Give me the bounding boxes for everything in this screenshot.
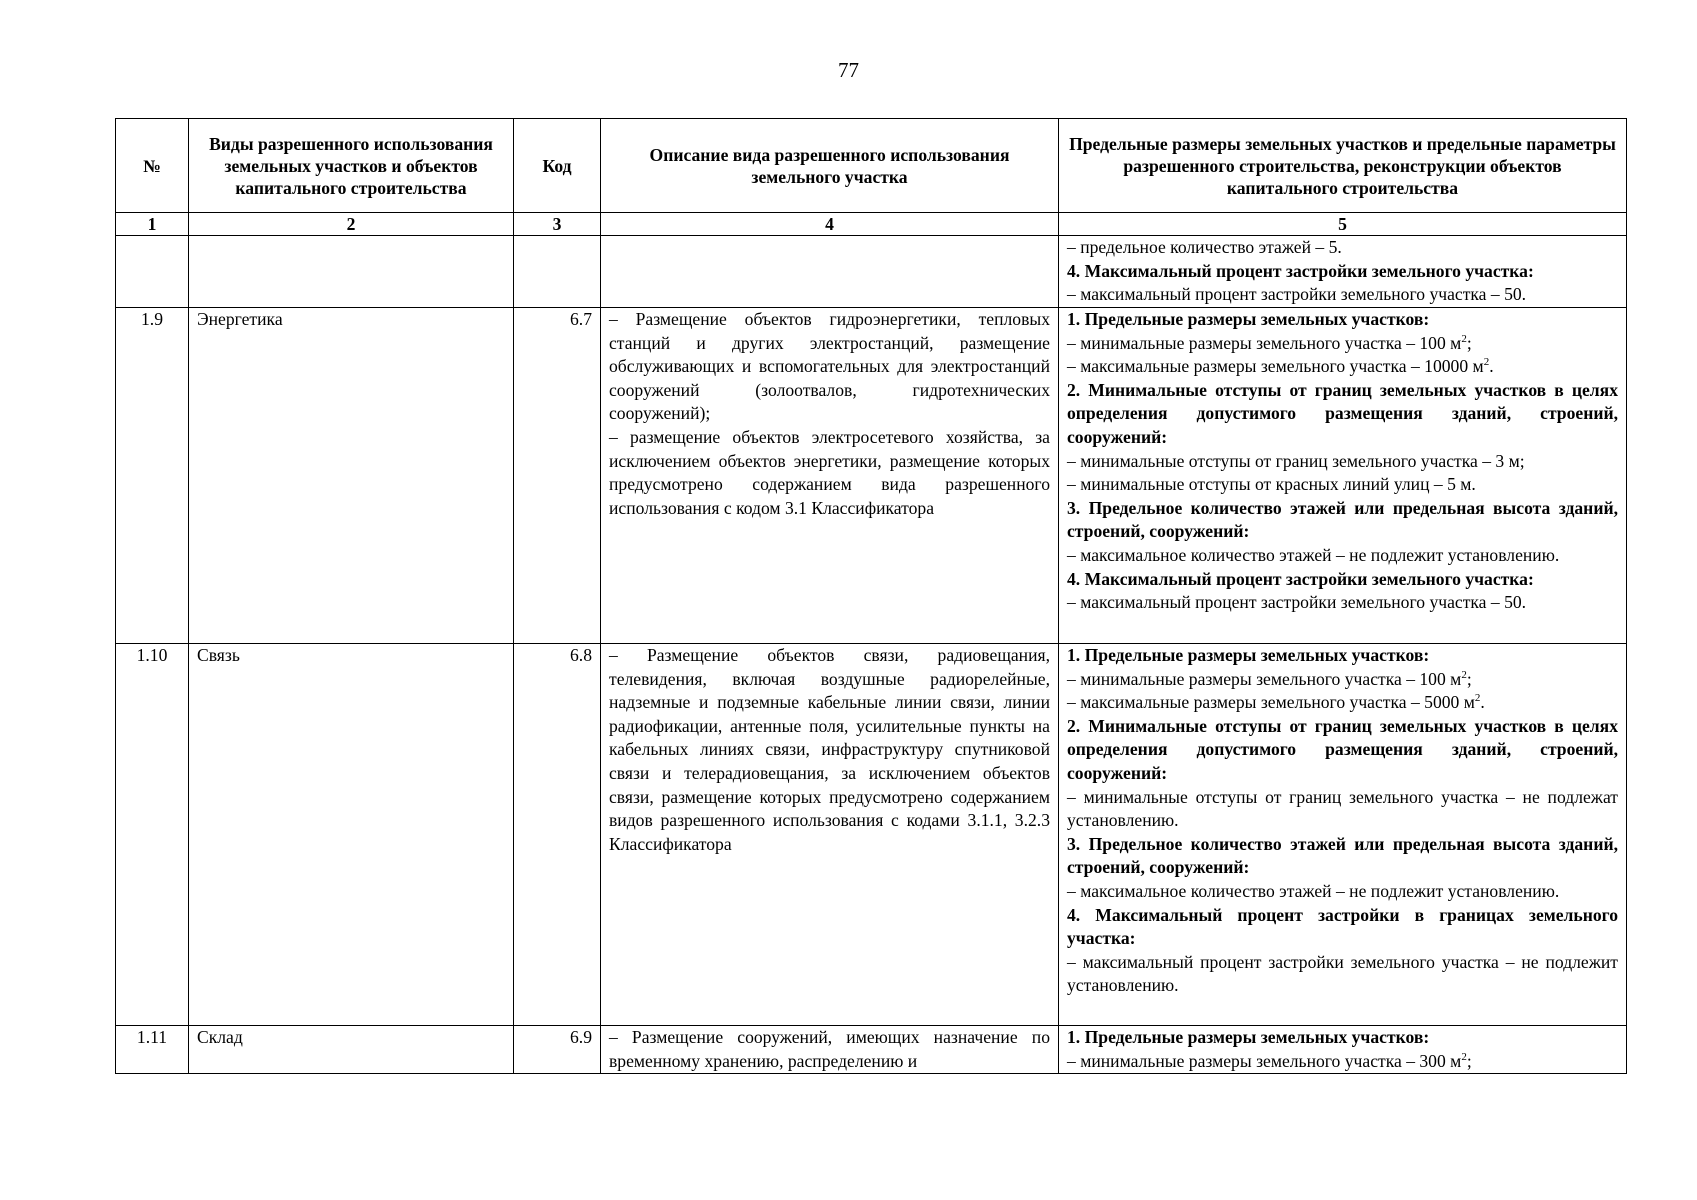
parameter-heading: 3. Предельное количество этажей или предельная высота зданий, строений, сооружений: bbox=[1067, 497, 1618, 542]
parameter-heading: 4. Максимальный процент застройки в границах земельного участка: bbox=[1067, 904, 1618, 949]
parameter-heading: 1. Предельные размеры земельных участков: bbox=[1067, 1027, 1430, 1047]
parameter-heading: 1. Предельные размеры земельных участков: bbox=[1067, 309, 1430, 329]
parameter-line: – максимальное количество этажей – не подлежит установлению. bbox=[1067, 544, 1560, 565]
column-number: 1 bbox=[116, 213, 189, 236]
parameter-line: – максимальное количество этажей – не подлежит установлению. bbox=[1067, 880, 1560, 901]
parameters-cell bbox=[1059, 1026, 1627, 1074]
header-description: Описание вида разрешенного использования земельного участка bbox=[601, 119, 1059, 213]
use-type-name: Склад bbox=[189, 1026, 514, 1074]
parameter-line: – максимальные размеры земельного участка – 5000 $м^2$. bbox=[1067, 692, 1485, 713]
parameter-heading: 2. Минимальные отступы от границ земельных участков в целях определения допустимого размещения зданий, строений, сооружений: bbox=[1067, 379, 1618, 447]
parameter-heading: 4. Максимальный процент застройки земельного участка: bbox=[1067, 568, 1534, 589]
parameters-cell bbox=[1059, 644, 1627, 1026]
row-number: 1.9 bbox=[116, 308, 189, 644]
column-number: 3 bbox=[514, 213, 601, 236]
parameter-line: – минимальные отступы от границ земельного участка – 3 м; bbox=[1067, 450, 1525, 471]
column-number: 5 bbox=[1059, 213, 1627, 236]
table-header-row bbox=[116, 119, 1627, 213]
description-paragraph: – Размещение сооружений, имеющих назначение по временному хранению, распределению и bbox=[609, 1027, 1050, 1071]
column-number: 4 bbox=[601, 213, 1059, 236]
use-code: 6.9 bbox=[514, 1026, 601, 1074]
description-paragraph: – Размещение объектов гидроэнергетики, тепловых станций и других электростанций, размещение обслуживающих и вспомогательных для электростанций сооружений (золоотвалов, гидротехнических сооружений); bbox=[609, 309, 1050, 424]
description-cell bbox=[601, 1026, 1059, 1074]
row-number: 1.11 bbox=[116, 1026, 189, 1074]
description-paragraph: – Размещение объектов связи, радиовещания, телевидения, включая воздушные радиорелейные, надземные и подземные кабельные линии связи, линии радиофикации, антенные поля, усилительные пункты на кабельных линиях связи, инфраструктуру спутниковой связи и телерадиовещания, за исключением объектов связи, размещение которых предусмотрено содержанием видов разрешенного использования с кодами 3.1.1, 3.2.3 Классификатора bbox=[609, 645, 1050, 854]
table-row bbox=[116, 1026, 1627, 1074]
parameter-line: – максимальный процент застройки земельного участка – 50. bbox=[1067, 592, 1527, 613]
parameters-cell bbox=[1059, 308, 1627, 644]
parameter-line: – минимальные отступы от красных линий улиц – 5 м. bbox=[1067, 474, 1476, 495]
parameter-heading: 1. Предельные размеры земельных участков: bbox=[1067, 645, 1430, 665]
parameter-line: – максимальный процент застройки земельного участка – 50. bbox=[1067, 284, 1527, 305]
description-paragraph: – размещение объектов электросетевого хозяйства, за исключением объектов энергетики, размещение которых предусмотрено содержанием вида разрешенного использования с кодом 3.1 Классификатора bbox=[609, 426, 1050, 518]
description-cell bbox=[601, 644, 1059, 1026]
use-code: 6.8 bbox=[514, 644, 601, 1026]
use-type-name: Связь bbox=[189, 644, 514, 1026]
parameter-line: – максимальный процент застройки земельного участка – не подлежит установлению. bbox=[1067, 951, 1618, 996]
parameter-heading: 3. Предельное количество этажей или предельная высота зданий, строений, сооружений: bbox=[1067, 833, 1618, 878]
header-number: № bbox=[116, 119, 189, 213]
page-number: 77 bbox=[838, 58, 859, 82]
parameter-line: – максимальные размеры земельного участка – 10000 $м^2$. bbox=[1067, 356, 1494, 377]
parameter-line: – минимальные размеры земельного участка – 300 $м^2$; bbox=[1067, 1050, 1472, 1071]
table-row-continuation bbox=[116, 236, 1627, 308]
header-parameters: Предельные размеры земельных участков и предельные параметры разрешенного строительства, реконструкции объектов капитального строительства bbox=[1059, 119, 1627, 213]
column-number: 2 bbox=[189, 213, 514, 236]
use-type-name: Энергетика bbox=[189, 308, 514, 644]
parameter-line: – минимальные отступы от границ земельного участка – не подлежат установлению. bbox=[1067, 786, 1618, 831]
description-cell bbox=[601, 308, 1059, 644]
parameters-cell bbox=[1059, 236, 1627, 308]
parameter-heading: 4. Максимальный процент застройки земельного участка: bbox=[1067, 260, 1534, 281]
table-row bbox=[116, 308, 1627, 644]
use-code: 6.7 bbox=[514, 308, 601, 644]
parameter-line: – минимальные размеры земельного участка – 100 $м^2$; bbox=[1067, 668, 1472, 689]
parameter-line: – минимальные размеры земельного участка – 100 $м^2$; bbox=[1067, 332, 1472, 353]
parameter-line: – предельное количество этажей – 5. bbox=[1067, 237, 1342, 257]
row-number: 1.10 bbox=[116, 644, 189, 1026]
header-use-type: Виды разрешенного использования земельных участков и объектов капитального строительства bbox=[189, 119, 514, 213]
header-code: Код bbox=[514, 119, 601, 213]
table-row bbox=[116, 644, 1627, 1026]
parameter-heading: 2. Минимальные отступы от границ земельных участков в целях определения допустимого размещения зданий, строений, сооружений: bbox=[1067, 715, 1618, 783]
column-numbers-row bbox=[116, 213, 1627, 236]
regulations-table bbox=[115, 118, 1627, 1074]
